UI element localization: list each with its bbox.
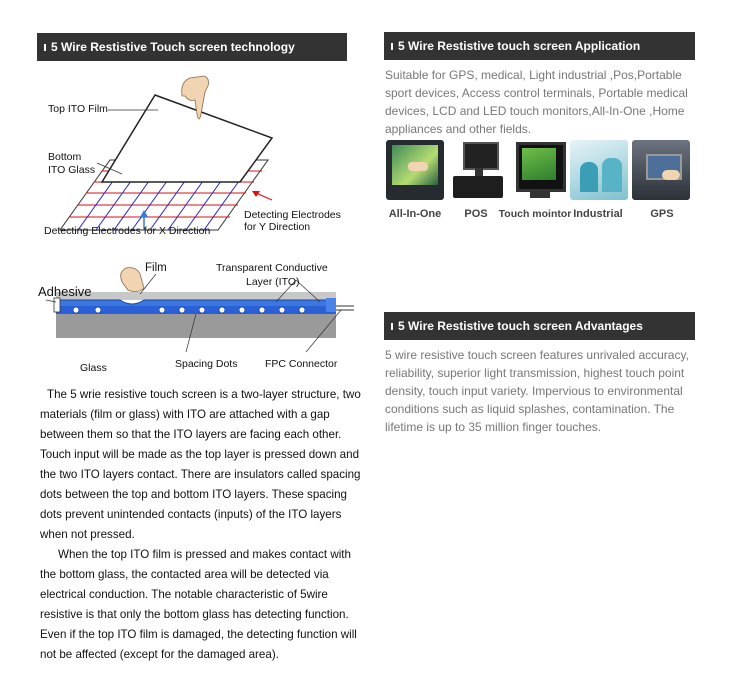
top-ito-film-label: Top ITO Film (48, 103, 108, 115)
glass-label: Glass (80, 362, 107, 374)
adhesive-label: Adhesive (38, 284, 92, 299)
technology-paragraph-1: The 5 wrie resistive touch screen is a two-layer structure, two materials (film or glass) with ITO are attached with a gap between them so that the ITO layers are facing each other. Touch input will be made as the top layer is pressed down and the two ITO layers contact. There are insulators called spacing dots between the top and bottom ITO layers. These spacing dots prevent unintended contacts (inputs) of the ITO layers when not pressed. (40, 388, 361, 541)
fpc-connector-label: FPC Connector (265, 358, 338, 370)
top-ito-film (102, 95, 272, 182)
touch-monitor-label: Touch mointor (498, 208, 572, 220)
spacing-dots-label: Spacing Dots (175, 358, 238, 370)
bottom-glass-label-1: Bottom (48, 151, 82, 163)
technology-header: 5 Wire Restistive Touch screen technology (37, 33, 347, 61)
application-text: Suitable for GPS, medical, Light industrial ,Pos,Portable sport devices, Access control terminals, Portable medical devices, LCD and LED touch monitors,All-In-One ,Home appliances and other fields. (385, 68, 688, 136)
conductive-label-2: Layer (ITO) (246, 276, 300, 288)
film-label: Film (145, 262, 167, 274)
x-electrodes-label: Detecting Electrodes for X Direction (44, 225, 211, 237)
touch-monitor-image (510, 140, 568, 200)
pos-image (449, 140, 507, 200)
advantages-header: 5 Wire Restistive touch screen Advantages (384, 312, 695, 340)
y-electrodes-label-1: Detecting Electrodes (244, 209, 341, 221)
y-electrodes-label-2: for Y Direction (244, 221, 311, 233)
conductive-label-1: Transparent Conductive (216, 262, 328, 274)
gps-label: GPS (650, 208, 674, 220)
gps-image (632, 140, 690, 200)
industrial-image (570, 140, 628, 200)
pos-label: POS (464, 208, 488, 220)
all-in-one-image (386, 140, 444, 200)
cross-section-diagram (36, 262, 356, 362)
bottom-glass-label-2: ITO Glass (48, 164, 96, 176)
advantages-text: 5 wire resistive touch screen features unrivaled accuracy, reliability, superior light transmission, highest touch point density, touch input variety. Impervious to environmental conditions such as liquid splashes, contamination. The lifetime is up to 35 million finger touches. (385, 348, 689, 434)
technology-paragraph-2: When the top ITO film is pressed and makes contact with the bottom glass, the contacted area will be detected via electrical conduction. The notable characteristic of 5wire resistive is that only the bottom glass has detecting function. Even if the top ITO film is damaged, the detecting function will not be affected (except for the damaged area). (40, 548, 357, 661)
industrial-label: Industrial (573, 208, 623, 220)
y-direction-arrow (252, 191, 272, 200)
all-in-one-label: All-In-One (388, 208, 442, 220)
application-header: 5 Wire Restistive touch screen Application (384, 32, 695, 60)
finger-icon (121, 268, 144, 292)
